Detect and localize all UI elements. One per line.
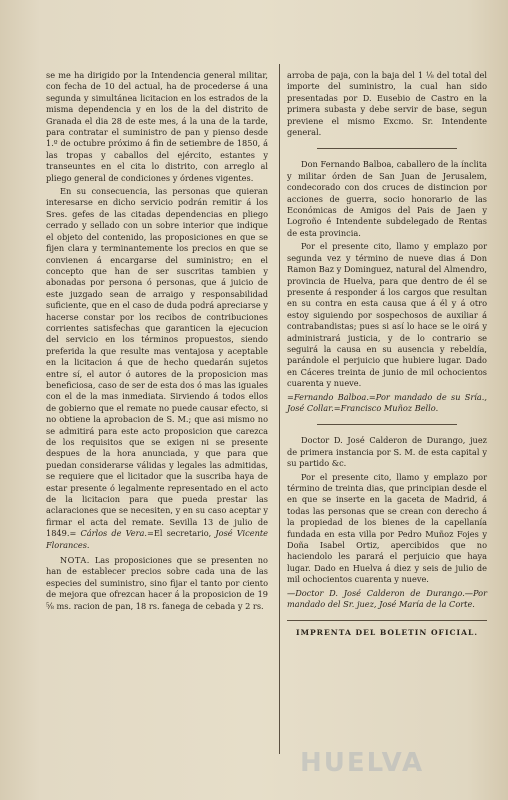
edict-heading: Doctor D. José Calderon de Durango, juez de primera instancia por S. M. de esta capital y su partido &c. xyxy=(287,435,487,469)
right-column xyxy=(287,70,487,641)
note xyxy=(46,555,268,612)
paragraph: se me ha dirigido por la Intendencia general militar, con fecha de 10 del actual, ha de procederse á una segunda y simultánea licitacion en los estrados de la misma dependencia y en los de la del distrito de Granada el dia 28 de este mes, á la una de la tarde, para contratar el suministro de pan y pienso desde 1.º de octubre próximo á fin de setiembre de 1850, á las tropas y caballos del ejército, estantes y transeuntes en el cita lo distrito, con arreglo al pliego general de condiciones y órdenes vigentes. xyxy=(46,70,268,183)
note-text: Las proposiciones que se presenten no han de establecer precios sobre cada una de las especies del suministro, sino fijar el tanto por ciento de mejora que ofrezcan hacer á la proposicion de 19 ⅝ ms. racion de pan, 18 rs. fanega de cebada y 2 rs. xyxy=(46,555,268,611)
divider xyxy=(317,148,457,149)
divider xyxy=(317,424,457,425)
paragraph-text: En su consecuencia, las personas que quieran interesarse en dicho servicio podrán remitir á los Sres. gefes de las citadas dependencias en pliego cerrado y sellado con un sobre interior que indique el objeto del contenido, las proposiciones en que se fijen clara y terminantemente los precios en que se convienen á encargarse del suministro; en el concepto que han de ser suscritas tambien y abonadas por persona ó personas, que á juicio de este juzgado sean de arraigo y responsabilidad suficiente, que en el caso de duda podrá apreciarse y hacerse constar por los recibos de contribuciones corrientes satisfechas que garanticen la ejecucion del servicio en los términos propuestos, siendo preferida la que resulte mas ventajosa y aceptable en la licitacion á que de hecho quedarán sujetos entre sí, el autor ó autores de la proposicion mas beneficiosa, caso de ser de esta dos ó mas las iguales con el de la mas inmediata. Sirviendo á todos ellos de gobierno que el remate no puede causar efecto, si no obtiene la aprobacion de S. M.; que asi mismo no se admitirá para este acto proposicion que carezca de los requisitos que se exigen ni se presente despues de la hora anunciada, y que para que puedan considerarse válidas y legales las admitidas, se requiere que el licitador que la suscriba haya de estar presente ó legalmente representado en el acto de la licitacion para que pueda prestar las aclaraciones que se necesiten, y en su caso aceptar y firmar el acta del remate. Sevilla 13 de julio de 1849.= xyxy=(46,186,268,539)
signature: Cárlos de Vera. xyxy=(80,528,148,539)
edict-heading: Don Fernando Balboa, caballero de la ínclita y militar órden de San Juan de Jerusalem, condecorado con dos cruces de distincion por acciones de guerra, socio honorario de las Económicas de Amigos del Pais de Jaen y Logroño é Intendente subdelegado de Rentas de esta provincia. xyxy=(287,159,487,238)
paragraph: Por el presente cito, llamo y emplazo por segunda vez y término de nueve dias á Don Ramon Baz y Dominguez, natural del Almendro, provincia de Huelva, para que dentro de él se presente á responder á los cargos que resultan en su contra en esta causa que á él y á otro estoy siguiendo por sospechosos de auxiliar á contrabandistas; pues si así lo hace se le oirá y administrará justicia, y de lo contrario se seguirá la causa en su ausencia y rebeldía, parándole el perjuicio que hubiere lugar. Dado en Cáceres treinta de junio de mil ochocientos cuarenta y nueve. xyxy=(287,241,488,389)
signature-text: —Doctor D. José Calderon de Durango.—Por mandado del Sr. juez, José María de la Corte. xyxy=(287,587,487,610)
signature xyxy=(287,588,487,611)
paragraph xyxy=(46,186,268,551)
signature: José Vicente Florances. xyxy=(46,528,268,550)
watermark: HUELVA xyxy=(300,748,425,778)
signature xyxy=(287,392,487,415)
signature-text: =Fernando Balboa.=Por mandado de su Sría., José Collar.=Francisco Muñoz Bello. xyxy=(287,391,487,413)
paragraph: Por el presente cito, llamo y emplazo por término de treinta dias, que principian desde el en que se inserte en la gaceta de Madrid, á todas las personas que se crean con derecho á la propiedad de los bienes de la capellanía fundada en esta villa por Pedro Muñoz Fojes y Doña Isabel Ortiz, apercibidos que no haciendolo les parará el perjuicio que haya lugar. Dado en Huelva á diez y seis de julio de mil ochocientos cuarenta y nueve. xyxy=(287,471,487,585)
paragraph: arroba de paja, con la baja del 1 ⅛ del total del importe del suministro, la cual han sido presentadas por D. Eusebio de Castro en la primera subasta y debe servir de base, segun previene el mismo Excmo. Sr. Intendente general. xyxy=(287,70,487,138)
secretary-label: =El secretario, xyxy=(147,528,212,539)
column-divider xyxy=(279,64,280,754)
printer-footer: IMPRENTA DEL BOLETIN OFICIAL. xyxy=(287,620,487,638)
note-label: NOTA. xyxy=(60,555,90,566)
left-column xyxy=(46,70,268,614)
